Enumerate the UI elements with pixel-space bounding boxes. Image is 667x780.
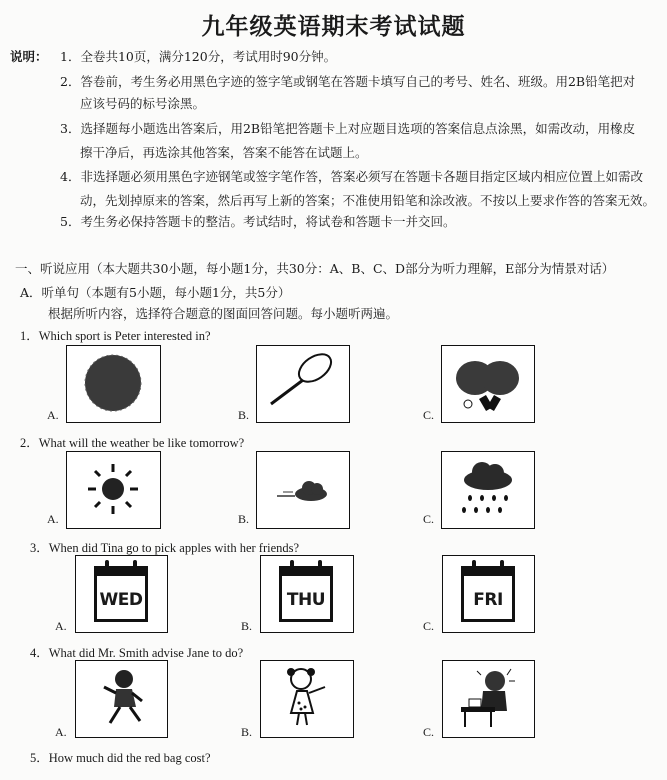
instruction-4: 4．非选择题必须用黑色字迹钢笔或签字笔作答，答案必须写在答题卡各题目指定区域内相应位置上如需改 [60,169,643,184]
instruction-5: 5．考生务必保持答题卡的整洁。考试结时，将试卷和答题卡一并交回。 [60,214,456,229]
instruction-2-cont: 应该号码的标号涂黑。 [80,96,206,111]
q2-option-c-label[interactable]: C. [423,512,435,526]
q4-option-b-image[interactable] [260,660,354,738]
calendar-icon [94,566,148,622]
ball-icon [67,346,159,421]
q1-option-c-label[interactable]: C. [423,408,435,422]
cloud-wind-icon [257,452,349,527]
instruction-3: 3．选择题每小题选出答案后，用2B铅笔把答题卡上对应题目选项的答案信息点涂黑，如需改动，用橡皮 [60,121,636,136]
calendar-day-wed: WED [99,590,143,610]
calendar-icon [461,566,515,622]
question-2: 2．What will the weather be like tomorrow? [20,436,245,450]
q3-option-b-image[interactable] [260,555,354,633]
q4-option-a-label[interactable]: A. [55,725,67,739]
q1-option-c-image[interactable] [441,345,535,423]
question-5: 5．How much did the red bag cost? [30,751,211,765]
question-4: 4．What did Mr. Smith advise Jane to do? [30,646,244,660]
q2-option-b-label[interactable]: B. [238,512,250,526]
question-1: 1．Which sport is Peter interested in? [20,329,211,343]
q4-option-b-label[interactable]: B. [241,725,253,739]
calendar-day-fri: FRI [473,590,503,610]
q4-option-c-label[interactable]: C. [423,725,435,739]
calendar-icon [279,566,333,622]
page-title: 九年级英语期末考试试题 [201,13,466,40]
q3-option-c-image[interactable] [442,555,535,633]
q2-option-a-image[interactable] [66,451,161,529]
instruction-3-cont: 擦干净后，再选涂其他答案，答案不能答在试题上。 [80,145,368,160]
q4-option-c-image[interactable] [442,660,535,738]
question-3: 3．When did Tina go to pick apples with her friends? [30,541,300,555]
instruction-1: 1．全卷共10页，满分120分，考试用时90分钟。 [60,49,337,64]
q1-option-b-label[interactable]: B. [238,408,250,422]
instruction-4-cont: 动，先划掉原来的答案，然后再写上新的答案；不准使用铅笔和涂改液。不按以上要求作答的答案无效。 [80,193,656,208]
q2-option-b-image[interactable] [256,451,350,529]
part-a-directions: 根据所听内容，选择符合题意的图面回答问题。每小题听两遍。 [48,306,399,321]
q4-option-a-image[interactable] [75,660,168,738]
instructions-label: 说明： [10,49,48,64]
q1-option-b-image[interactable] [256,345,350,423]
q1-option-a-label[interactable]: A. [47,408,59,422]
part-a-heading: A．听单句（本题有5小题，每小题1分，共5分） [20,285,291,300]
section-heading: 一、听说应用（本大题共30小题，每小题1分，共30分：A、B、C、D部分为听力理解，E部分为情景对话） [15,261,615,276]
calendar-day-thu: THU [286,590,326,610]
ping-pong-icon [442,346,534,421]
racket-icon [257,346,349,421]
rain-cloud-icon [442,452,534,527]
sun-icon [67,452,159,527]
q2-option-c-image[interactable] [441,451,535,529]
q3-option-a-image[interactable] [75,555,168,633]
q2-option-a-label[interactable]: A. [47,512,59,526]
running-girl-icon [76,661,166,736]
girl-playing-icon [261,661,351,736]
q3-option-c-label[interactable]: C. [423,619,435,633]
q3-option-b-label[interactable]: B. [241,619,253,633]
q3-option-a-label[interactable]: A. [55,619,67,633]
q1-option-a-image[interactable] [66,345,161,423]
person-at-desk-icon [443,661,533,736]
instruction-2: 2．答卷前，考生务必用黑色字迹的签字笔或钢笔在答题卡填写自己的考号、姓名、班级。用2B铅笔把对 [60,74,636,89]
